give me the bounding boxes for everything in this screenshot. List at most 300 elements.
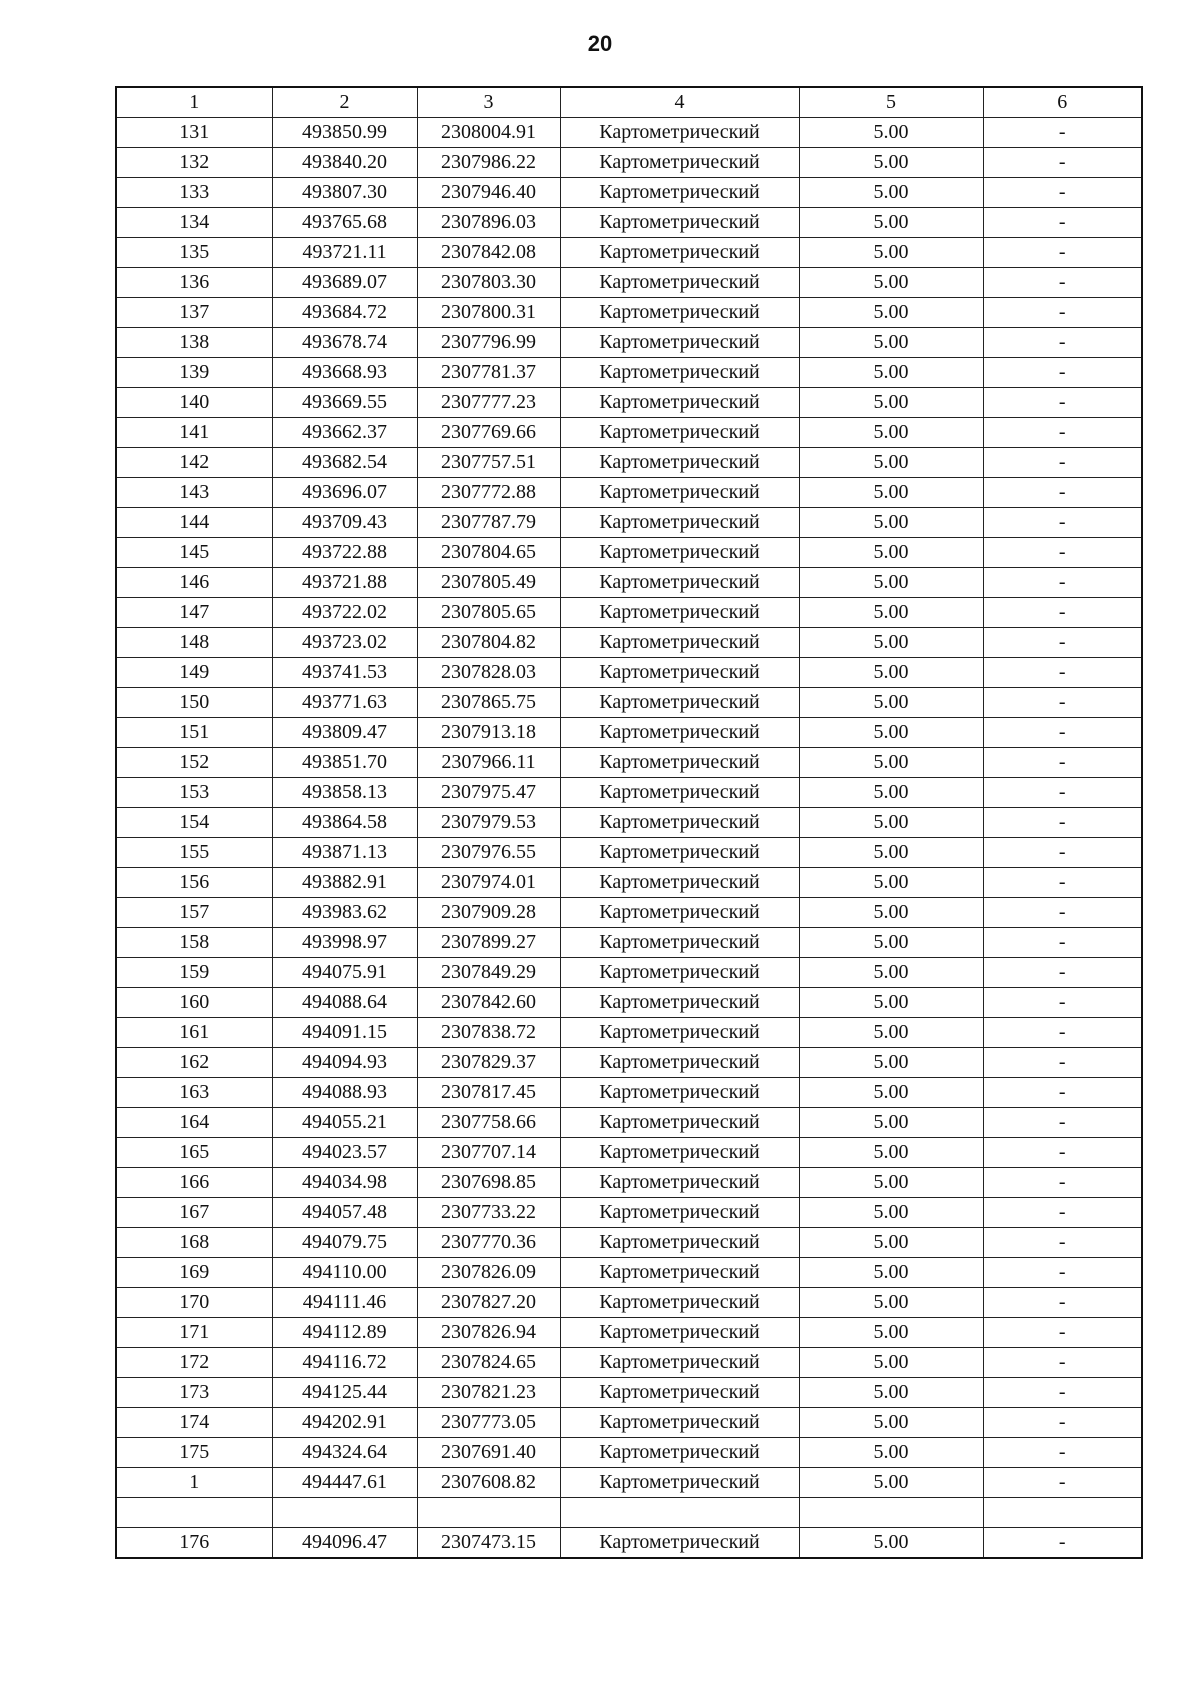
cell-method: Картометрический xyxy=(560,328,799,358)
cell-point-number: 165 xyxy=(116,1138,272,1168)
cell-accuracy: 5.00 xyxy=(799,358,983,388)
cell-note: - xyxy=(983,358,1142,388)
cell-note: - xyxy=(983,238,1142,268)
cell-accuracy: 5.00 xyxy=(799,868,983,898)
cell-point-number: 163 xyxy=(116,1078,272,1108)
cell-x-coordinate: 493871.13 xyxy=(272,838,417,868)
cell-y-coordinate: 2307804.65 xyxy=(417,538,560,568)
header-cell-2: 2 xyxy=(272,87,417,118)
table-row xyxy=(116,1138,1142,1168)
table-row xyxy=(116,538,1142,568)
cell-x-coordinate: 494111.46 xyxy=(272,1288,417,1318)
cell-x-coordinate: 493682.54 xyxy=(272,448,417,478)
cell-point-number: 134 xyxy=(116,208,272,238)
cell-x-coordinate: 493668.93 xyxy=(272,358,417,388)
cell-note: - xyxy=(983,1018,1142,1048)
cell-x-coordinate: 493882.91 xyxy=(272,868,417,898)
cell-y-coordinate: 2307707.14 xyxy=(417,1138,560,1168)
cell-accuracy: 5.00 xyxy=(799,1378,983,1408)
table-row xyxy=(116,1228,1142,1258)
table-row xyxy=(116,1498,1142,1528)
cell-x-coordinate: 493850.99 xyxy=(272,118,417,148)
cell-point-number: 164 xyxy=(116,1108,272,1138)
cell-point-number: 154 xyxy=(116,808,272,838)
cell-accuracy: 5.00 xyxy=(799,898,983,928)
table-row xyxy=(116,1258,1142,1288)
coordinates-table xyxy=(115,86,1143,1559)
cell-note: - xyxy=(983,478,1142,508)
cell-y-coordinate: 2307805.65 xyxy=(417,598,560,628)
table-row xyxy=(116,778,1142,808)
cell-point-number: 149 xyxy=(116,658,272,688)
cell-method: Картометрический xyxy=(560,1258,799,1288)
cell-accuracy: 5.00 xyxy=(799,958,983,988)
cell-y-coordinate: 2307691.40 xyxy=(417,1438,560,1468)
table-row xyxy=(116,1018,1142,1048)
cell-accuracy: 5.00 xyxy=(799,178,983,208)
cell-point-number: 139 xyxy=(116,358,272,388)
cell-y-coordinate: 2307757.51 xyxy=(417,448,560,478)
cell-note: - xyxy=(983,1288,1142,1318)
cell-x-coordinate: 493771.63 xyxy=(272,688,417,718)
cell-point-number: 1 xyxy=(116,1468,272,1498)
cell-accuracy: 5.00 xyxy=(799,1528,983,1559)
cell-method: Картометрический xyxy=(560,898,799,928)
cell-point-number: 167 xyxy=(116,1198,272,1228)
table-row xyxy=(116,1318,1142,1348)
cell-x-coordinate: 493696.07 xyxy=(272,478,417,508)
cell-y-coordinate: 2307770.36 xyxy=(417,1228,560,1258)
table-body xyxy=(116,118,1142,1559)
cell-method: Картометрический xyxy=(560,478,799,508)
cell-point-number: 152 xyxy=(116,748,272,778)
cell-point-number: 143 xyxy=(116,478,272,508)
cell-point-number: 171 xyxy=(116,1318,272,1348)
cell-note: - xyxy=(983,1048,1142,1078)
cell-note: - xyxy=(983,208,1142,238)
cell-accuracy: 5.00 xyxy=(799,1258,983,1288)
table-row xyxy=(116,178,1142,208)
table-row xyxy=(116,838,1142,868)
cell-point-number: 131 xyxy=(116,118,272,148)
cell-accuracy: 5.00 xyxy=(799,1048,983,1078)
cell-x-coordinate: 493722.88 xyxy=(272,538,417,568)
table-row xyxy=(116,1108,1142,1138)
cell-method: Картометрический xyxy=(560,238,799,268)
cell-accuracy: 5.00 xyxy=(799,208,983,238)
cell-method: Картометрический xyxy=(560,388,799,418)
cell-accuracy: 5.00 xyxy=(799,1348,983,1378)
cell-method: Картометрический xyxy=(560,148,799,178)
cell-method: Картометрический xyxy=(560,1348,799,1378)
cell-note: - xyxy=(983,778,1142,808)
cell-method xyxy=(560,1498,799,1528)
cell-accuracy: 5.00 xyxy=(799,1078,983,1108)
cell-point-number: 157 xyxy=(116,898,272,928)
cell-x-coordinate: 493741.53 xyxy=(272,658,417,688)
cell-x-coordinate: 494116.72 xyxy=(272,1348,417,1378)
header-cell-3: 3 xyxy=(417,87,560,118)
cell-note: - xyxy=(983,1258,1142,1288)
cell-note: - xyxy=(983,1468,1142,1498)
cell-method: Картометрический xyxy=(560,1408,799,1438)
cell-method: Картометрический xyxy=(560,298,799,328)
cell-x-coordinate: 493709.43 xyxy=(272,508,417,538)
cell-y-coordinate: 2307975.47 xyxy=(417,778,560,808)
cell-y-coordinate: 2307824.65 xyxy=(417,1348,560,1378)
cell-accuracy: 5.00 xyxy=(799,1438,983,1468)
cell-method: Картометрический xyxy=(560,538,799,568)
cell-point-number: 135 xyxy=(116,238,272,268)
cell-point-number: 176 xyxy=(116,1528,272,1559)
table-row xyxy=(116,1408,1142,1438)
cell-y-coordinate: 2307804.82 xyxy=(417,628,560,658)
cell-point-number: 175 xyxy=(116,1438,272,1468)
cell-method: Картометрический xyxy=(560,508,799,538)
cell-point-number: 138 xyxy=(116,328,272,358)
cell-x-coordinate: 493689.07 xyxy=(272,268,417,298)
cell-y-coordinate: 2307826.94 xyxy=(417,1318,560,1348)
cell-point-number: 137 xyxy=(116,298,272,328)
cell-note: - xyxy=(983,568,1142,598)
cell-y-coordinate: 2307817.45 xyxy=(417,1078,560,1108)
cell-note: - xyxy=(983,598,1142,628)
cell-point-number: 160 xyxy=(116,988,272,1018)
cell-note: - xyxy=(983,268,1142,298)
cell-point-number: 158 xyxy=(116,928,272,958)
cell-method: Картометрический xyxy=(560,1168,799,1198)
cell-method: Картометрический xyxy=(560,448,799,478)
table-row xyxy=(116,358,1142,388)
cell-note: - xyxy=(983,1408,1142,1438)
cell-method: Картометрический xyxy=(560,658,799,688)
cell-note: - xyxy=(983,328,1142,358)
cell-method: Картометрический xyxy=(560,1108,799,1138)
cell-accuracy: 5.00 xyxy=(799,928,983,958)
table-header xyxy=(116,87,1142,118)
cell-point-number: 136 xyxy=(116,268,272,298)
cell-x-coordinate: 493723.02 xyxy=(272,628,417,658)
table-row xyxy=(116,808,1142,838)
table-row xyxy=(116,748,1142,778)
cell-y-coordinate xyxy=(417,1498,560,1528)
table-row xyxy=(116,478,1142,508)
cell-method: Картометрический xyxy=(560,838,799,868)
cell-method: Картометрический xyxy=(560,1078,799,1108)
cell-point-number: 148 xyxy=(116,628,272,658)
cell-y-coordinate: 2307796.99 xyxy=(417,328,560,358)
cell-accuracy: 5.00 xyxy=(799,1228,983,1258)
cell-accuracy: 5.00 xyxy=(799,658,983,688)
cell-accuracy: 5.00 xyxy=(799,268,983,298)
cell-y-coordinate: 2307772.88 xyxy=(417,478,560,508)
cell-accuracy: 5.00 xyxy=(799,748,983,778)
cell-method: Картометрический xyxy=(560,268,799,298)
cell-point-number: 151 xyxy=(116,718,272,748)
cell-x-coordinate: 493809.47 xyxy=(272,718,417,748)
cell-accuracy xyxy=(799,1498,983,1528)
cell-y-coordinate: 2307865.75 xyxy=(417,688,560,718)
cell-method: Картометрический xyxy=(560,688,799,718)
cell-accuracy: 5.00 xyxy=(799,1138,983,1168)
cell-note: - xyxy=(983,958,1142,988)
cell-note: - xyxy=(983,688,1142,718)
cell-note: - xyxy=(983,808,1142,838)
cell-note: - xyxy=(983,298,1142,328)
cell-accuracy: 5.00 xyxy=(799,1468,983,1498)
cell-x-coordinate: 494094.93 xyxy=(272,1048,417,1078)
table-row xyxy=(116,1438,1142,1468)
cell-y-coordinate: 2307803.30 xyxy=(417,268,560,298)
table-row xyxy=(116,1048,1142,1078)
cell-point-number: 161 xyxy=(116,1018,272,1048)
cell-point-number: 156 xyxy=(116,868,272,898)
cell-x-coordinate: 493721.11 xyxy=(272,238,417,268)
cell-y-coordinate: 2307946.40 xyxy=(417,178,560,208)
cell-note: - xyxy=(983,1348,1142,1378)
cell-note: - xyxy=(983,1198,1142,1228)
table-row xyxy=(116,1078,1142,1108)
header-cell-5: 5 xyxy=(799,87,983,118)
cell-method: Картометрический xyxy=(560,1018,799,1048)
cell-accuracy: 5.00 xyxy=(799,1168,983,1198)
cell-x-coordinate: 494023.57 xyxy=(272,1138,417,1168)
cell-x-coordinate: 494088.64 xyxy=(272,988,417,1018)
cell-x-coordinate: 493998.97 xyxy=(272,928,417,958)
cell-method: Картометрический xyxy=(560,1438,799,1468)
table-row xyxy=(116,328,1142,358)
table-row xyxy=(116,1378,1142,1408)
cell-note: - xyxy=(983,1528,1142,1559)
cell-x-coordinate: 493678.74 xyxy=(272,328,417,358)
cell-method: Картометрический xyxy=(560,1138,799,1168)
cell-accuracy: 5.00 xyxy=(799,1108,983,1138)
table-row xyxy=(116,238,1142,268)
cell-x-coordinate: 493765.68 xyxy=(272,208,417,238)
table-row xyxy=(116,598,1142,628)
cell-method: Картометрический xyxy=(560,778,799,808)
cell-accuracy: 5.00 xyxy=(799,418,983,448)
cell-accuracy: 5.00 xyxy=(799,808,983,838)
cell-accuracy: 5.00 xyxy=(799,778,983,808)
cell-x-coordinate: 494079.75 xyxy=(272,1228,417,1258)
table-row xyxy=(116,148,1142,178)
cell-x-coordinate: 494324.64 xyxy=(272,1438,417,1468)
cell-x-coordinate: 493807.30 xyxy=(272,178,417,208)
cell-note: - xyxy=(983,1138,1142,1168)
table-row xyxy=(116,1168,1142,1198)
header-cell-6: 6 xyxy=(983,87,1142,118)
cell-method: Картометрический xyxy=(560,628,799,658)
cell-x-coordinate: 494112.89 xyxy=(272,1318,417,1348)
table-row xyxy=(116,118,1142,148)
table-row xyxy=(116,988,1142,1018)
cell-point-number: 142 xyxy=(116,448,272,478)
cell-x-coordinate: 494088.93 xyxy=(272,1078,417,1108)
cell-y-coordinate: 2307773.05 xyxy=(417,1408,560,1438)
cell-point-number: 153 xyxy=(116,778,272,808)
cell-note: - xyxy=(983,1318,1142,1348)
cell-y-coordinate: 2307842.08 xyxy=(417,238,560,268)
table-row xyxy=(116,928,1142,958)
table-row xyxy=(116,958,1142,988)
cell-x-coordinate: 493983.62 xyxy=(272,898,417,928)
cell-note: - xyxy=(983,838,1142,868)
table-row xyxy=(116,388,1142,418)
cell-x-coordinate: 494055.21 xyxy=(272,1108,417,1138)
cell-point-number: 147 xyxy=(116,598,272,628)
cell-y-coordinate: 2307842.60 xyxy=(417,988,560,1018)
table-row xyxy=(116,718,1142,748)
cell-accuracy: 5.00 xyxy=(799,568,983,598)
cell-y-coordinate: 2307821.23 xyxy=(417,1378,560,1408)
cell-y-coordinate: 2307826.09 xyxy=(417,1258,560,1288)
cell-method: Картометрический xyxy=(560,808,799,838)
cell-accuracy: 5.00 xyxy=(799,1288,983,1318)
header-cell-1: 1 xyxy=(116,87,272,118)
cell-x-coordinate: 494110.00 xyxy=(272,1258,417,1288)
cell-accuracy: 5.00 xyxy=(799,328,983,358)
cell-point-number: 166 xyxy=(116,1168,272,1198)
cell-x-coordinate: 493684.72 xyxy=(272,298,417,328)
cell-note: - xyxy=(983,898,1142,928)
cell-note: - xyxy=(983,868,1142,898)
cell-point-number: 140 xyxy=(116,388,272,418)
cell-method: Картометрический xyxy=(560,1228,799,1258)
cell-method: Картометрический xyxy=(560,1468,799,1498)
cell-accuracy: 5.00 xyxy=(799,1408,983,1438)
cell-y-coordinate: 2307979.53 xyxy=(417,808,560,838)
cell-y-coordinate: 2307473.15 xyxy=(417,1528,560,1559)
cell-method: Картометрический xyxy=(560,118,799,148)
cell-accuracy: 5.00 xyxy=(799,508,983,538)
table-row xyxy=(116,418,1142,448)
cell-note: - xyxy=(983,748,1142,778)
cell-point-number: 174 xyxy=(116,1408,272,1438)
cell-accuracy: 5.00 xyxy=(799,238,983,268)
cell-x-coordinate xyxy=(272,1498,417,1528)
page-number: 20 xyxy=(587,31,613,56)
table-row xyxy=(116,208,1142,238)
cell-accuracy: 5.00 xyxy=(799,538,983,568)
header-cell-4: 4 xyxy=(560,87,799,118)
cell-note: - xyxy=(983,1168,1142,1198)
cell-note: - xyxy=(983,1108,1142,1138)
cell-note: - xyxy=(983,1378,1142,1408)
cell-y-coordinate: 2307777.23 xyxy=(417,388,560,418)
cell-point-number: 133 xyxy=(116,178,272,208)
cell-note: - xyxy=(983,178,1142,208)
cell-method: Картометрический xyxy=(560,958,799,988)
cell-note: - xyxy=(983,538,1142,568)
table-row xyxy=(116,628,1142,658)
cell-x-coordinate: 494057.48 xyxy=(272,1198,417,1228)
cell-note: - xyxy=(983,118,1142,148)
cell-note: - xyxy=(983,508,1142,538)
cell-y-coordinate: 2307769.66 xyxy=(417,418,560,448)
cell-accuracy: 5.00 xyxy=(799,1198,983,1228)
table-row xyxy=(116,508,1142,538)
cell-accuracy: 5.00 xyxy=(799,1318,983,1348)
cell-x-coordinate: 493864.58 xyxy=(272,808,417,838)
cell-accuracy: 5.00 xyxy=(799,628,983,658)
table-row xyxy=(116,1288,1142,1318)
cell-note: - xyxy=(983,1228,1142,1258)
cell-accuracy: 5.00 xyxy=(799,688,983,718)
cell-x-coordinate: 494034.98 xyxy=(272,1168,417,1198)
table-row xyxy=(116,868,1142,898)
cell-note: - xyxy=(983,658,1142,688)
cell-y-coordinate: 2307829.37 xyxy=(417,1048,560,1078)
cell-accuracy: 5.00 xyxy=(799,838,983,868)
table-row xyxy=(116,1198,1142,1228)
cell-y-coordinate: 2307986.22 xyxy=(417,148,560,178)
cell-method: Картометрический xyxy=(560,748,799,778)
cell-accuracy: 5.00 xyxy=(799,448,983,478)
cell-y-coordinate: 2307909.28 xyxy=(417,898,560,928)
cell-point-number: 169 xyxy=(116,1258,272,1288)
cell-y-coordinate: 2307966.11 xyxy=(417,748,560,778)
cell-method: Картометрический xyxy=(560,1318,799,1348)
cell-accuracy: 5.00 xyxy=(799,118,983,148)
cell-method: Картометрический xyxy=(560,598,799,628)
cell-note: - xyxy=(983,1438,1142,1468)
cell-method: Картометрический xyxy=(560,1288,799,1318)
cell-method: Картометрический xyxy=(560,988,799,1018)
cell-x-coordinate: 493858.13 xyxy=(272,778,417,808)
table-row xyxy=(116,1528,1142,1559)
cell-point-number: 150 xyxy=(116,688,272,718)
cell-x-coordinate: 494075.91 xyxy=(272,958,417,988)
table-row xyxy=(116,298,1142,328)
cell-note: - xyxy=(983,988,1142,1018)
cell-point-number: 146 xyxy=(116,568,272,598)
cell-y-coordinate: 2307974.01 xyxy=(417,868,560,898)
cell-y-coordinate: 2307913.18 xyxy=(417,718,560,748)
table-row xyxy=(116,1468,1142,1498)
cell-y-coordinate: 2307781.37 xyxy=(417,358,560,388)
cell-note: - xyxy=(983,148,1142,178)
cell-note: - xyxy=(983,628,1142,658)
cell-note: - xyxy=(983,418,1142,448)
cell-note: - xyxy=(983,928,1142,958)
cell-x-coordinate: 494447.61 xyxy=(272,1468,417,1498)
cell-method: Картометрический xyxy=(560,1528,799,1559)
cell-point-number: 173 xyxy=(116,1378,272,1408)
cell-y-coordinate: 2307827.20 xyxy=(417,1288,560,1318)
cell-accuracy: 5.00 xyxy=(799,718,983,748)
cell-x-coordinate: 494096.47 xyxy=(272,1528,417,1559)
cell-y-coordinate: 2307733.22 xyxy=(417,1198,560,1228)
cell-method: Картометрический xyxy=(560,178,799,208)
cell-y-coordinate: 2308004.91 xyxy=(417,118,560,148)
cell-method: Картометрический xyxy=(560,1378,799,1408)
cell-x-coordinate: 493851.70 xyxy=(272,748,417,778)
table-row xyxy=(116,898,1142,928)
cell-method: Картометрический xyxy=(560,868,799,898)
cell-point-number: 145 xyxy=(116,538,272,568)
cell-x-coordinate: 493721.88 xyxy=(272,568,417,598)
cell-method: Картометрический xyxy=(560,928,799,958)
cell-y-coordinate: 2307698.85 xyxy=(417,1168,560,1198)
cell-method: Картометрический xyxy=(560,1198,799,1228)
cell-accuracy: 5.00 xyxy=(799,598,983,628)
cell-y-coordinate: 2307800.31 xyxy=(417,298,560,328)
cell-point-number: 162 xyxy=(116,1048,272,1078)
table-row xyxy=(116,688,1142,718)
cell-method: Картометрический xyxy=(560,568,799,598)
cell-method: Картометрический xyxy=(560,1048,799,1078)
